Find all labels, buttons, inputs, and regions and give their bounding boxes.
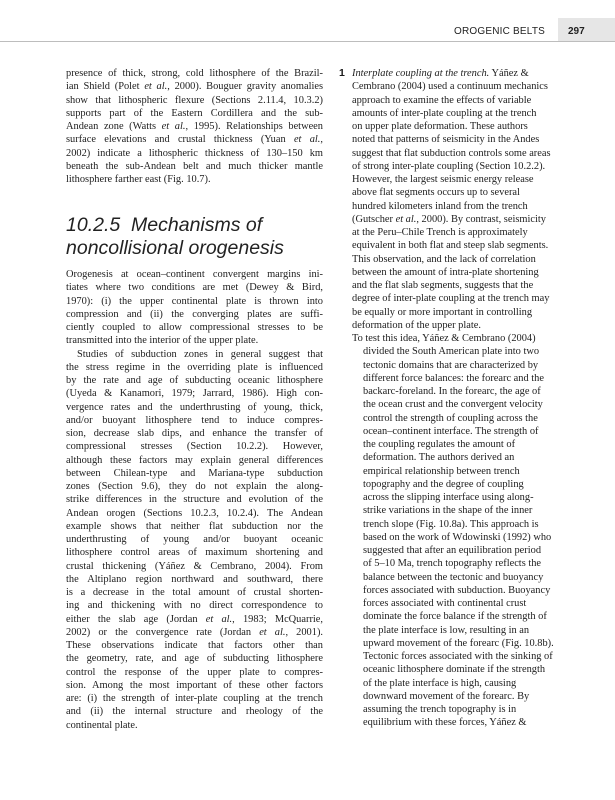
text-line (66, 626, 323, 639)
text-line (66, 133, 323, 146)
text-line: of the plate interface is high, causing (363, 677, 517, 689)
text-segment: Andean zone (Watts (66, 121, 162, 132)
page-number-box (558, 18, 615, 41)
text-line: tiates where two conditions are met (Dewey & Bird, (66, 282, 323, 294)
text-line: sion, decrease slab dips, and enhance the transfer of (66, 428, 323, 439)
italic-text: et al. (161, 121, 186, 132)
text-line: the Altiplano region northward and southward, there (66, 573, 323, 585)
text-line: the plate interface is low, resulting in an (363, 624, 530, 636)
text-line: deformation of the upper plate. (352, 319, 481, 331)
paragraph-studies (66, 348, 323, 732)
paragraph-to-test (352, 332, 592, 730)
text-line: ocean–continent interface. The strength of (363, 425, 539, 437)
text-line: control the response of the upper plate to compres- (66, 666, 323, 678)
italic-text: et al. (293, 134, 321, 146)
text-line: Cembrano (2004) used a continuum mechanics (352, 81, 548, 93)
text-line: This observation, and the lack of correlation (352, 253, 536, 265)
text-line: across the slipping interface using along- (363, 492, 534, 503)
text-line: show that lithospheric flexure (Sections 2.11.4, 10.3.2) (66, 94, 323, 106)
text-segment: , 2000). By contrast, seismicity (416, 213, 546, 225)
text-line: transmitted into the interior of the upper plate. (66, 335, 259, 347)
text-segment: , (320, 134, 323, 146)
text-line: presence of thick, strong, cold lithosphere of the Brazil- (66, 68, 323, 79)
text-line: hundred kilometers inland from the trench (352, 200, 528, 212)
text-line: be equally or more important in controlling (352, 306, 533, 318)
text-line: example shows that neither flat subduction nor the (66, 520, 323, 532)
text-line: ciently coupled to allow compressional stresses to be (66, 322, 323, 333)
text-line: tectonic domains that are characterized by (363, 359, 539, 371)
text-segment: (Gutscher (352, 213, 396, 225)
text-line: lithosphere control areas of maximum shortening and (66, 547, 323, 559)
text-line: forces associated with continental crust (363, 598, 527, 609)
left-body (66, 268, 323, 732)
text-line: and the flat slab segments, suggests that the (352, 280, 534, 291)
text-line: oceanic lithosphere dominate if the strength (363, 664, 546, 676)
section-heading-line-2: noncollisional orogenesis (66, 237, 284, 259)
text-line: approach to examine the effects of variable (352, 94, 532, 106)
section-heading (66, 214, 284, 260)
text-line: However, the largest seismic energy release (352, 174, 534, 185)
list-item-number: 1 (339, 67, 345, 79)
text-segment: , 2001). (285, 626, 323, 638)
text-segment: surface elevations and crustal thickness (Yuan (66, 134, 294, 146)
text-line: the stress regime in the overriding plate is influenced (66, 361, 323, 373)
text-line: assuming the trench topography is in (363, 704, 517, 715)
text-line: crustal thickening (Yáñez & Cembrano, 2004). From (66, 560, 323, 572)
text-line: divided the South American plate into two (363, 346, 540, 358)
text-line: equilibrium with these forces, Yáñez & (363, 717, 527, 729)
paragraph-orogenesis (66, 268, 323, 348)
text-line: beneath the sub-Andean belt and much thicker mantle (66, 160, 323, 172)
text-line: on upper plate deformation. These authors (352, 121, 528, 132)
text-line: above flat segments occurs up to several (352, 187, 520, 199)
text-line: vergence rates and the underthrusting of young, thick, (66, 401, 323, 413)
text-line: and/or buoyant lithosphere tend to induce compres- (66, 414, 323, 426)
text-line: empirical relationship between trench (363, 465, 520, 477)
text-line: noted that patterns of seismicity in the Andes (352, 134, 540, 146)
text-segment: , 2000). Bouguer gravity anomalies (167, 81, 324, 93)
section-heading-line-1: 10.2.5 Mechanisms of (66, 214, 263, 236)
text-line: is a decrease in the total amount of crustal shorten- (66, 587, 323, 598)
text-line: strike differences in the structure and evolution of the (66, 494, 323, 506)
text-line: 1970): (i) the upper continental plate is thrown into (66, 295, 323, 307)
text-line: zones (Section 9.6), they do not explain the along- (66, 481, 323, 492)
text-segment: either the slab age (Jordan (66, 613, 206, 625)
text-line: These observations indicate that factors other than (66, 640, 323, 651)
text-line: lithosphere farther east (Fig. 10.7). (66, 174, 211, 185)
text-line: topography and the degree of coupling (363, 478, 524, 490)
text-line: are: (i) the strength of inter-plate coupling at the trench (66, 693, 323, 704)
text-segment: , 1995). Relationships between (185, 121, 323, 132)
text-line (66, 613, 323, 626)
text-line: (Uyeda & Kanamori, 1979; Jarrard, 1986). High con- (66, 388, 323, 400)
text-line: the coupling regulates the amount of (363, 439, 516, 450)
text-line: different force balances: the forearc and the (363, 372, 544, 384)
text-line: backarc-foreland. In the forearc, the age of (363, 386, 541, 397)
text-line: upward movement of the forearc (Fig. 10.8b). (363, 637, 554, 649)
italic-text: et al. (144, 81, 168, 93)
italic-text: et al. (205, 613, 233, 625)
text-line: sion. Among the most important of these other factors (66, 679, 323, 691)
text-line: the geometry, rate, and age of subducting lithosphere (66, 653, 323, 665)
text-line: of 5–10 Ma, trench topography reflects the (363, 558, 542, 570)
text-line: degree of inter-plate coupling at the trench may (352, 293, 550, 305)
italic-text: et al. (395, 213, 417, 225)
page-number: 297 (568, 26, 585, 37)
text-line (66, 120, 323, 133)
text-line: and (ii) the internal structure and rheology of the (66, 706, 323, 718)
text-line: Tectonic forces associated with the sinking of (363, 651, 553, 662)
text-line: supports part of the Eastern Cordillera and the sub- (66, 107, 323, 119)
left-paragraph-1 (66, 67, 323, 186)
text-line: control the strength of coupling across the (363, 412, 538, 424)
text-line: dominate the force balance if the strength of (363, 611, 547, 623)
text-line (352, 67, 592, 80)
text-line: 2002) indicate a lithospheric thickness of 130–150 km (66, 147, 323, 159)
text-line: strike variations in the shape of the inner (363, 505, 533, 517)
right-column (352, 67, 592, 730)
text-line: based on the work of Wdowinski (1992) who (363, 531, 552, 543)
text-line: of strong inter-plate coupling (Section 10.2.2). (352, 160, 546, 172)
text-line: Studies of subduction zones in general suggest that (77, 348, 323, 360)
running-head: OROGENIC BELTS (454, 26, 545, 37)
text-line: suggest that flat subduction controls some areas (352, 147, 551, 159)
text-segment: 2002) or the convergence rate (Jordan (66, 626, 260, 638)
text-line: although these factors may explain general differences (66, 454, 323, 466)
text-line: continental plate. (66, 719, 138, 731)
text-line: between the amount of intra-plate shortening (352, 266, 539, 278)
text-line: downward movement of the forearc. By (363, 690, 530, 702)
text-line: the ocean crust and the convergent velocity (363, 399, 543, 411)
text-line: Andean orogen (Sections 10.2.3, 10.2.4). The Andean (66, 507, 323, 519)
text-line (352, 213, 592, 226)
text-line: Orogenesis at ocean–continent convergent margins ini- (66, 269, 323, 280)
text-segment: Yáñez & (489, 68, 529, 79)
text-line: deformation. The authors derived an (363, 452, 515, 464)
text-line: underthrusting of young and/or buoyant oceanic (66, 534, 323, 545)
list-item-interplate-coupling (352, 67, 592, 332)
text-line: between Chilean-type and Mariana-type subduction (66, 467, 323, 479)
text-line: To test this idea, Yáñez & Cembrano (2004) (352, 333, 536, 344)
text-line: ing and thickening with no direct correspondence to (66, 600, 323, 612)
text-line: equivalent in both flat and steep slab segments. (352, 240, 549, 252)
text-line: suggested that after an equilibration period (363, 545, 542, 556)
text-line: amounts of inter-plate coupling at the trench (352, 107, 537, 119)
text-line: compressional stresses (Section 10.2.2). However, (66, 441, 323, 453)
italic-text: Interplate coupling at the trench. (352, 68, 490, 79)
text-segment: ian Shield (Polet (66, 81, 145, 93)
text-line: balance between the tectonic and buoyancy (363, 571, 544, 583)
header-rule (0, 41, 615, 42)
text-line: compression and (ii) the converging plates are suffi- (66, 308, 323, 320)
text-segment: , 1983; McQuarrie, (232, 613, 324, 625)
italic-text: et al. (259, 626, 286, 638)
text-line: by the rate and age of subducting oceanic lithosphere (66, 375, 323, 386)
text-line (66, 80, 323, 93)
text-line: at the Peru–Chile Trench is approximately (352, 227, 528, 238)
text-line: trench slope (Fig. 10.8a). This approach is (363, 518, 539, 530)
text-line: forces associated with subduction. Buoyancy (363, 584, 551, 596)
